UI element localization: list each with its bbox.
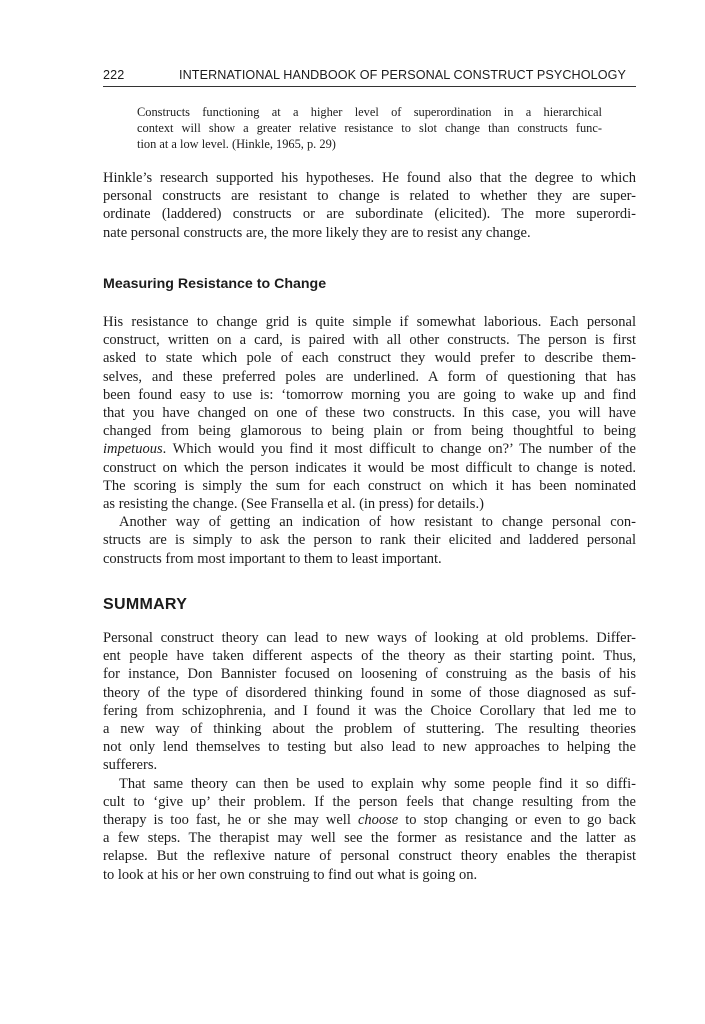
section-heading-summary: SUMMARY [103, 596, 188, 613]
page-number: 222 [103, 68, 125, 82]
text-line: fering from schizophrenia, and I found it was the Choice Corollary that led me to [103, 702, 636, 719]
text-line: nate personal constructs are, the more likely they are to resist any change. [103, 224, 531, 241]
text-line: Hinkle’s research supported his hypotheses. He found also that the degree to which [103, 170, 636, 186]
text-line: The scoring is simply the sum for each construct on which it has been nominated [103, 477, 636, 494]
running-title: INTERNATIONAL HANDBOOK OF PERSONAL CONSTRUCT PSYCHOLOGY [179, 68, 627, 82]
text-line: cult to ‘give up’ their problem. If the person feels that change resulting from the [103, 793, 636, 810]
text-line: ordinate (laddered) constructs or are subordinate (elicited). The more superordi- [103, 206, 636, 223]
text-line: sufferers. [103, 757, 158, 774]
text-line: theory of the type of disordered thinking found in some of those diagnosed as suf- [103, 684, 636, 701]
text-line: changed from being glamorous to being plain or from being thoughtful to being [103, 423, 636, 440]
text-line: not only lend themselves to testing but also lead to new approaches to helping the [103, 739, 636, 756]
text-line: impetuous. Which would you find it most difficult to change on?’ The number of the [103, 441, 636, 458]
text-line: that you have changed on one of these two constructs. In this case, you will have [103, 405, 636, 422]
quote-line: tion at a low level. (Hinkle, 1965, p. 29) [137, 137, 336, 151]
text-line: constructs from most important to them to least important. [103, 550, 442, 567]
paragraph-grid [103, 313, 636, 568]
text-line: been found easy to use is: ‘tomorrow morning you are going to wake up and find [103, 386, 636, 403]
text-line: relapse. But the reflexive nature of personal construct theory enables the therapist [103, 848, 636, 865]
paragraph-summary [103, 629, 636, 884]
text-line: ent people have taken different aspects of the theory as their starting point. Thus, [103, 648, 636, 665]
paragraph-hinkle [103, 169, 636, 242]
text-line: Personal construct theory can lead to new ways of looking at old problems. Differ- [103, 630, 636, 646]
text-line: as resisting the change. (See Fransella et al. (in press) for details.) [103, 496, 484, 513]
quote-line: Constructs functioning at a higher level of superordination in a hierarchical [137, 105, 602, 119]
text-line: a few steps. The therapist may well see the former as resistance and the latter as [103, 830, 636, 847]
quote-line: context will show a greater relative resistance to slot change than constructs func- [137, 121, 602, 135]
text-line: asked to state which pole of each construct they would prefer to describe them- [103, 350, 636, 367]
text-line: to look at his or her own construing to find out what is going on. [103, 866, 478, 883]
text-line: construct, written on a card, is paired with all other constructs. The person is first [103, 332, 636, 349]
text-line: for instance, Don Bannister focused on loosening of construing as the basis of his [103, 666, 636, 683]
text-line: a new way of thinking about the problem of stuttering. The resulting theories [103, 721, 636, 738]
running-header [103, 68, 636, 87]
text-line: That same theory can then be used to explain why some people find it so diffi- [119, 775, 636, 792]
section-heading-measuring: Measuring Resistance to Change [103, 276, 327, 292]
text-line: personal constructs are resistant to change is related to whether they are super- [103, 188, 636, 205]
text-line: Another way of getting an indication of how resistant to change personal con- [119, 514, 636, 531]
text-line: selves, and these preferred poles are underlined. A form of questioning that has [103, 368, 636, 385]
text-line: construct on which the person indicates it would be most difficult to change is noted. [103, 459, 636, 476]
text-line: structs are is simply to ask the person to rank their elicited and laddered personal [103, 532, 636, 549]
block-quote [137, 104, 602, 152]
text-line: His resistance to change grid is quite simple if somewhat laborious. Each personal [103, 314, 636, 330]
text-line: therapy is too fast, he or she may well choose to stop changing or even to go back [103, 812, 636, 829]
